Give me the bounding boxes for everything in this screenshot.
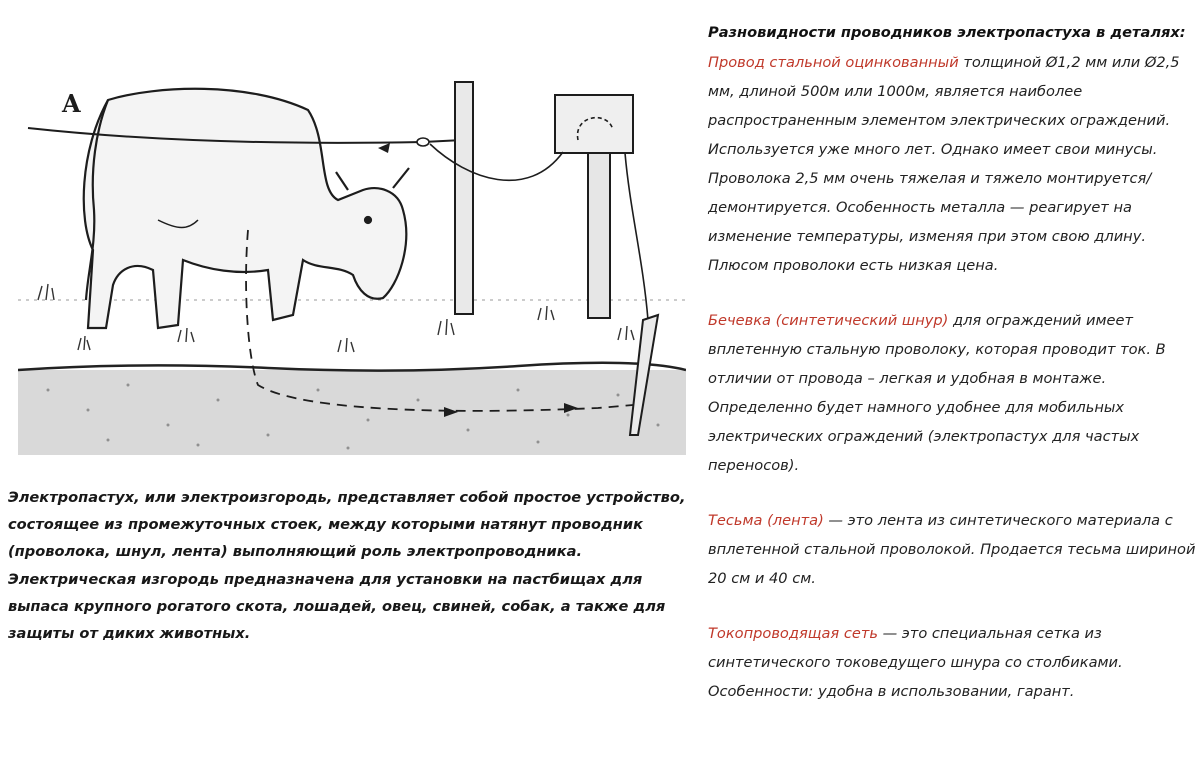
term-net: Токопроводящая сеть: [708, 625, 878, 642]
term-cord: Бечевка (синтетический шнур): [708, 312, 949, 329]
desc-steel-wire: толщиной Ø1,2 мм или Ø2,5 мм, длиной 500м или 1000м, является наиболее распространенным элементом электрических ограждений. Используется уже много лет. Однако имеет свои минусы. Проволока 2,5 мм очень тяжелая и тяжело монтируется/демонтируется. Особенность металла — реагирует на изменение температуры, изменяя при этом свою длину. Плюсом проволоки есть низкая цена.: [708, 54, 1180, 274]
insulator: [417, 138, 429, 146]
conductor-cord: [708, 306, 1198, 480]
desc-tape: — это лента из синтетического материала с вплетенной стальной проволокой. Продается тесьма шириной 20 см и 40 см.: [708, 512, 1196, 587]
label-a: A: [62, 89, 81, 118]
section-heading: Разновидности проводников электропастуха в деталях:: [708, 24, 1186, 41]
intro-text: Электропастух, или электроизгородь, представляет собой простое устройство, состоящее из промежуточных стоек, между которыми натянут проводник (проволока, шнул, лента) выполняющий роль электропроводника. Электрическая изгородь предназначена для установки на пастбищах для выпаса крупного рогатого скота, лошадей, овец, свиней, собак, а также для защиты от диких животных.: [8, 489, 686, 643]
conductor-steel-wire: [708, 48, 1198, 280]
cow-electric-fence-illustration: [18, 70, 686, 465]
lead-wire: [430, 144, 563, 180]
fence-post: [455, 82, 473, 314]
intro-paragraph: [8, 484, 694, 647]
ground-lead: [625, 153, 648, 320]
term-tape: Тесьма (лента): [708, 512, 824, 529]
energizer-post: [588, 153, 610, 318]
desc-cord: для ограждений имеет вплетенную стальную проволоку, которая проводит ток. В отличии от провода – легкая и удобная в монтаже. Определенно будет намного удобнее для мобильных электрических ограждений (электропастух для частых переносов).: [708, 312, 1166, 474]
conductor-tape: [708, 506, 1198, 593]
conductor-net: [708, 619, 1198, 706]
desc-net: — это специальная сетка из синтетического токоведущего шнура со столбиками. Особенности: удобна в использовании, гарант.: [708, 625, 1123, 700]
term-steel-wire: Провод стальной оцинкованный: [708, 54, 959, 71]
conductor-types-column: [708, 18, 1198, 706]
soil-area: [18, 370, 686, 455]
grass-tufts: [38, 284, 634, 352]
energizer-box: [555, 95, 633, 153]
cow: [84, 89, 409, 328]
